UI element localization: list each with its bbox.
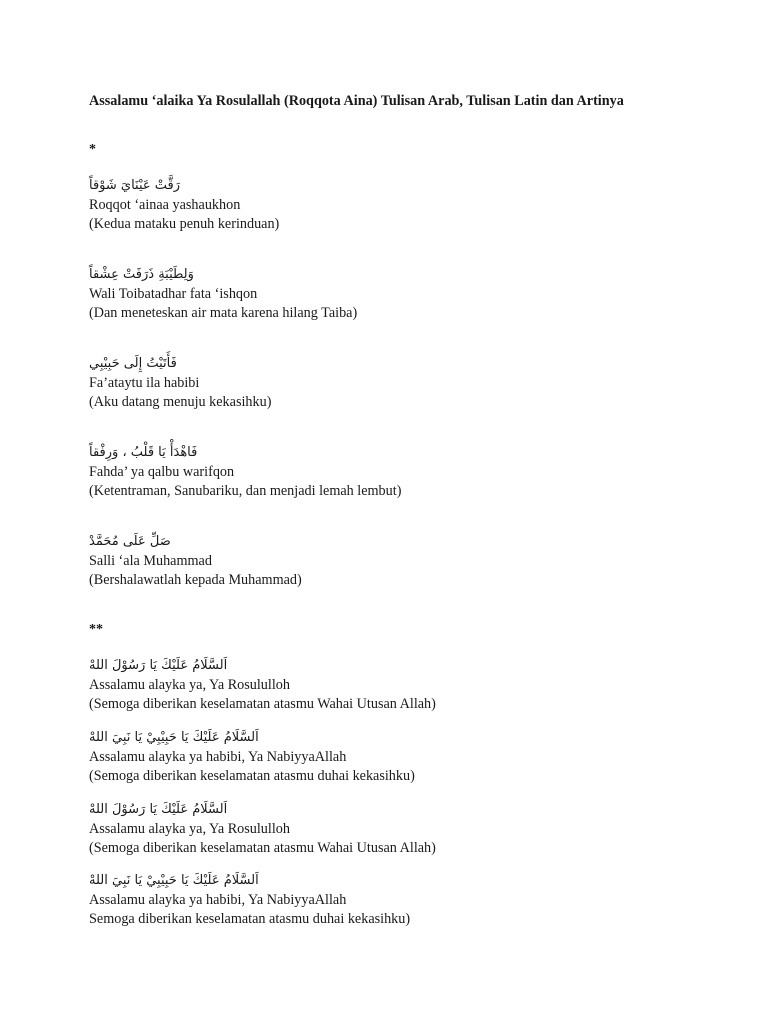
salam-verse-3 [89,800,729,858]
latin-text: Fa’ataytu ila habibi [89,375,200,391]
verse-2 [89,265,729,323]
document-title: Assalamu ‘alaika Ya Rosulallah (Roqqota Aina) Tulisan Arab, Tulisan Latin dan Artinya [89,93,624,109]
meaning-text: (Kedua mataku penuh kerinduan) [89,216,280,232]
arabic-text: رَقَّتْ عَيْنَايَ شَوْقاً [89,178,181,193]
salam-verse-4 [89,871,729,929]
latin-text: Assalamu alayka ya, Ya Rosululloh [89,821,290,837]
arabic-text: فَاهْدَأْ يَا قَلْبُ ، وَرِفْقاً [89,445,198,460]
meaning-text: (Semoga diberikan keselamatan atasmu duhai kekasihku) [89,768,415,784]
arabic-text: فَأَتَيْتُ إِلَى حَبِيْبِي [89,356,177,371]
verse-1 [89,176,729,234]
meaning-text: (Ketentraman, Sanubariku, dan menjadi lemah lembut) [89,483,402,499]
meaning-text: Semoga diberikan keselamatan atasmu duhai kekasihku) [89,911,411,927]
arabic-text: اَلسَّلَامُ عَلَيْكَ يَا رَسُوْلَ اللهْ [89,802,228,817]
arabic-text: وَلِطَيْبَةِ ذَرَفَتْ عِشْقاً [89,267,194,282]
arabic-text: صَلِّ عَلَى مُحَمَّدْ [89,534,171,549]
section-marker-2: ** [89,622,103,637]
latin-text: Wali Toibatadhar fata ‘ishqon [89,286,258,302]
latin-text: Roqqot ‘ainaa yashaukhon [89,197,241,213]
salam-verse-1 [89,656,729,714]
latin-text: Salli ‘ala Muhammad [89,553,212,569]
meaning-text: (Dan meneteskan air mata karena hilang Taiba) [89,305,358,321]
arabic-text: اَلسَّلَامُ عَلَيْكَ يَا حَبِيْبِيْ يَا نَبِيَ اللهْ [89,730,259,745]
section-marker-1: * [89,142,96,157]
meaning-text: (Aku datang menuju kekasihku) [89,394,272,410]
verse-3 [89,354,729,412]
salam-verse-2 [89,728,729,786]
meaning-text: (Semoga diberikan keselamatan atasmu Wahai Utusan Allah) [89,840,436,856]
latin-text: Assalamu alayka ya habibi, Ya NabiyyaAllah [89,749,347,765]
meaning-text: (Semoga diberikan keselamatan atasmu Wahai Utusan Allah) [89,696,436,712]
latin-text: Fahda’ ya qalbu warifqon [89,464,235,480]
verse-4 [89,443,729,501]
latin-text: Assalamu alayka ya, Ya Rosululloh [89,677,290,693]
meaning-text: (Bershalawatlah kepada Muhammad) [89,572,302,588]
verse-5 [89,532,729,590]
arabic-text: اَلسَّلَامُ عَلَيْكَ يَا رَسُوْلَ اللهْ [89,658,228,673]
latin-text: Assalamu alayka ya habibi, Ya NabiyyaAllah [89,892,347,908]
arabic-text: اَلسَّلَامُ عَلَيْكَ يَا حَبِيْبِيْ يَا نَبِيَ اللهْ [89,873,259,888]
